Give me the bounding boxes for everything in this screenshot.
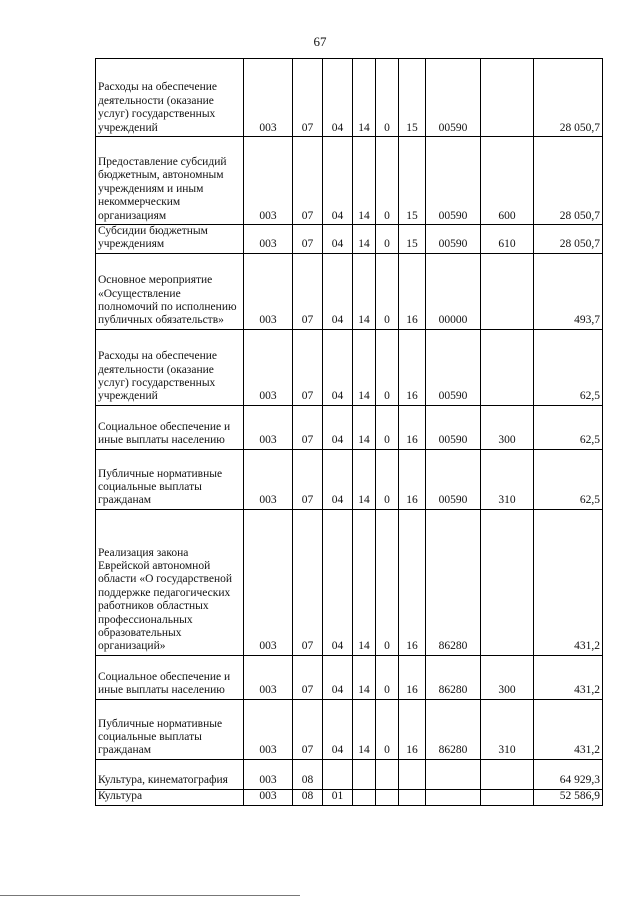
cell-p1 — [353, 789, 376, 805]
cell-name: Реализация закона Еврейской автономной области «О государственой поддержке педагогических работников областных профессиональных образовательных организаций» — [96, 509, 244, 655]
cell-p1: 14 — [353, 137, 376, 225]
cell-name: Культура — [96, 789, 244, 805]
table-row — [96, 655, 603, 699]
table-row — [96, 449, 603, 509]
table-row — [96, 253, 603, 329]
cell-p3: 16 — [399, 509, 426, 655]
table-row — [96, 137, 603, 225]
cell-sub: 04 — [323, 59, 353, 137]
cell-p1: 14 — [353, 59, 376, 137]
cell-vr — [481, 329, 534, 405]
cell-sec: 07 — [293, 225, 323, 254]
cell-p3: 16 — [399, 449, 426, 509]
cell-p3 — [399, 789, 426, 805]
cell-p4: 00000 — [426, 253, 481, 329]
cell-name: Культура, кинематография — [96, 759, 244, 789]
cell-sub: 04 — [323, 449, 353, 509]
footer-rule — [0, 895, 300, 896]
cell-p3: 16 — [399, 655, 426, 699]
cell-p1: 14 — [353, 225, 376, 254]
cell-p3: 15 — [399, 59, 426, 137]
table-row — [96, 329, 603, 405]
cell-p1: 14 — [353, 509, 376, 655]
cell-p4: 00590 — [426, 405, 481, 449]
cell-adm: 003 — [244, 509, 293, 655]
cell-amount: 28 050,7 — [534, 59, 603, 137]
cell-p4: 00590 — [426, 449, 481, 509]
cell-adm: 003 — [244, 225, 293, 254]
table-row — [96, 699, 603, 759]
cell-sec: 07 — [293, 137, 323, 225]
cell-p4 — [426, 789, 481, 805]
cell-sub: 04 — [323, 509, 353, 655]
cell-p3: 16 — [399, 405, 426, 449]
cell-p2: 0 — [376, 405, 399, 449]
cell-p1 — [353, 759, 376, 789]
cell-vr: 310 — [481, 449, 534, 509]
cell-name: Основное мероприятие «Осуществление полномочий по исполнению публичных обязательств» — [96, 253, 244, 329]
cell-amount: 493,7 — [534, 253, 603, 329]
cell-vr: 600 — [481, 137, 534, 225]
page-number: 67 — [313, 34, 327, 49]
cell-sub: 04 — [323, 699, 353, 759]
table-row — [96, 789, 603, 805]
cell-p2: 0 — [376, 449, 399, 509]
cell-p4: 00590 — [426, 225, 481, 254]
cell-p1: 14 — [353, 655, 376, 699]
cell-sec: 07 — [293, 509, 323, 655]
cell-adm: 003 — [244, 253, 293, 329]
cell-amount: 62,5 — [534, 405, 603, 449]
cell-p2: 0 — [376, 329, 399, 405]
cell-adm: 003 — [244, 759, 293, 789]
cell-p3: 15 — [399, 137, 426, 225]
cell-name: Публичные нормативные социальные выплаты гражданам — [96, 699, 244, 759]
cell-p2 — [376, 789, 399, 805]
cell-name: Социальное обеспечение и иные выплаты населению — [96, 405, 244, 449]
cell-vr: 310 — [481, 699, 534, 759]
cell-sec: 08 — [293, 759, 323, 789]
cell-name: Предоставление субсидий бюджетным, автономным учреждениям и иным некоммерческим организациям — [96, 137, 244, 225]
cell-p1: 14 — [353, 405, 376, 449]
cell-sec: 07 — [293, 449, 323, 509]
cell-vr: 300 — [481, 655, 534, 699]
cell-adm: 003 — [244, 655, 293, 699]
cell-name: Расходы на обеспечение деятельности (оказание услуг) государственных учреждений — [96, 59, 244, 137]
cell-vr: 300 — [481, 405, 534, 449]
cell-p2: 0 — [376, 253, 399, 329]
cell-adm: 003 — [244, 405, 293, 449]
cell-sec: 07 — [293, 699, 323, 759]
table-row — [96, 405, 603, 449]
cell-p2 — [376, 759, 399, 789]
cell-vr — [481, 759, 534, 789]
cell-p4: 86280 — [426, 655, 481, 699]
cell-p4: 00590 — [426, 329, 481, 405]
cell-amount: 62,5 — [534, 329, 603, 405]
cell-vr — [481, 253, 534, 329]
cell-sec: 07 — [293, 59, 323, 137]
cell-amount: 52 586,9 — [534, 789, 603, 805]
cell-p2: 0 — [376, 225, 399, 254]
cell-sec: 07 — [293, 253, 323, 329]
cell-p3: 16 — [399, 699, 426, 759]
cell-p4: 86280 — [426, 509, 481, 655]
cell-sub — [323, 759, 353, 789]
cell-sub: 04 — [323, 253, 353, 329]
table-row — [96, 59, 603, 137]
cell-sec: 07 — [293, 655, 323, 699]
cell-vr — [481, 509, 534, 655]
cell-sec: 07 — [293, 405, 323, 449]
cell-p3: 16 — [399, 253, 426, 329]
table-row — [96, 225, 603, 254]
cell-vr — [481, 59, 534, 137]
cell-p1: 14 — [353, 253, 376, 329]
cell-vr: 610 — [481, 225, 534, 254]
cell-adm: 003 — [244, 449, 293, 509]
cell-amount: 28 050,7 — [534, 137, 603, 225]
cell-p2: 0 — [376, 137, 399, 225]
cell-amount: 431,2 — [534, 509, 603, 655]
cell-name: Публичные нормативные социальные выплаты гражданам — [96, 449, 244, 509]
cell-p3 — [399, 759, 426, 789]
cell-p2: 0 — [376, 509, 399, 655]
cell-adm: 003 — [244, 137, 293, 225]
cell-name: Социальное обеспечение и иные выплаты населению — [96, 655, 244, 699]
cell-adm: 003 — [244, 329, 293, 405]
cell-amount: 431,2 — [534, 655, 603, 699]
cell-p3: 16 — [399, 329, 426, 405]
cell-amount: 62,5 — [534, 449, 603, 509]
cell-sec: 08 — [293, 789, 323, 805]
cell-adm: 003 — [244, 59, 293, 137]
cell-vr — [481, 789, 534, 805]
cell-sub: 04 — [323, 655, 353, 699]
table-row — [96, 509, 603, 655]
cell-p4 — [426, 759, 481, 789]
cell-name: Расходы на обеспечение деятельности (оказание услуг) государственных учреждений — [96, 329, 244, 405]
cell-sub: 01 — [323, 789, 353, 805]
cell-p4: 00590 — [426, 59, 481, 137]
cell-name: Субсидии бюджетным учреждениям — [96, 225, 244, 254]
cell-p4: 86280 — [426, 699, 481, 759]
cell-amount: 64 929,3 — [534, 759, 603, 789]
cell-p2: 0 — [376, 699, 399, 759]
table-row — [96, 759, 603, 789]
cell-amount: 431,2 — [534, 699, 603, 759]
cell-amount: 28 050,7 — [534, 225, 603, 254]
cell-adm: 003 — [244, 789, 293, 805]
cell-p3: 15 — [399, 225, 426, 254]
cell-sub: 04 — [323, 405, 353, 449]
cell-sub: 04 — [323, 329, 353, 405]
cell-sub: 04 — [323, 225, 353, 254]
cell-p4: 00590 — [426, 137, 481, 225]
cell-p1: 14 — [353, 329, 376, 405]
cell-sec: 07 — [293, 329, 323, 405]
cell-sub: 04 — [323, 137, 353, 225]
cell-p1: 14 — [353, 699, 376, 759]
cell-p2: 0 — [376, 59, 399, 137]
cell-p2: 0 — [376, 655, 399, 699]
cell-adm: 003 — [244, 699, 293, 759]
budget-table — [95, 58, 603, 806]
cell-p1: 14 — [353, 449, 376, 509]
